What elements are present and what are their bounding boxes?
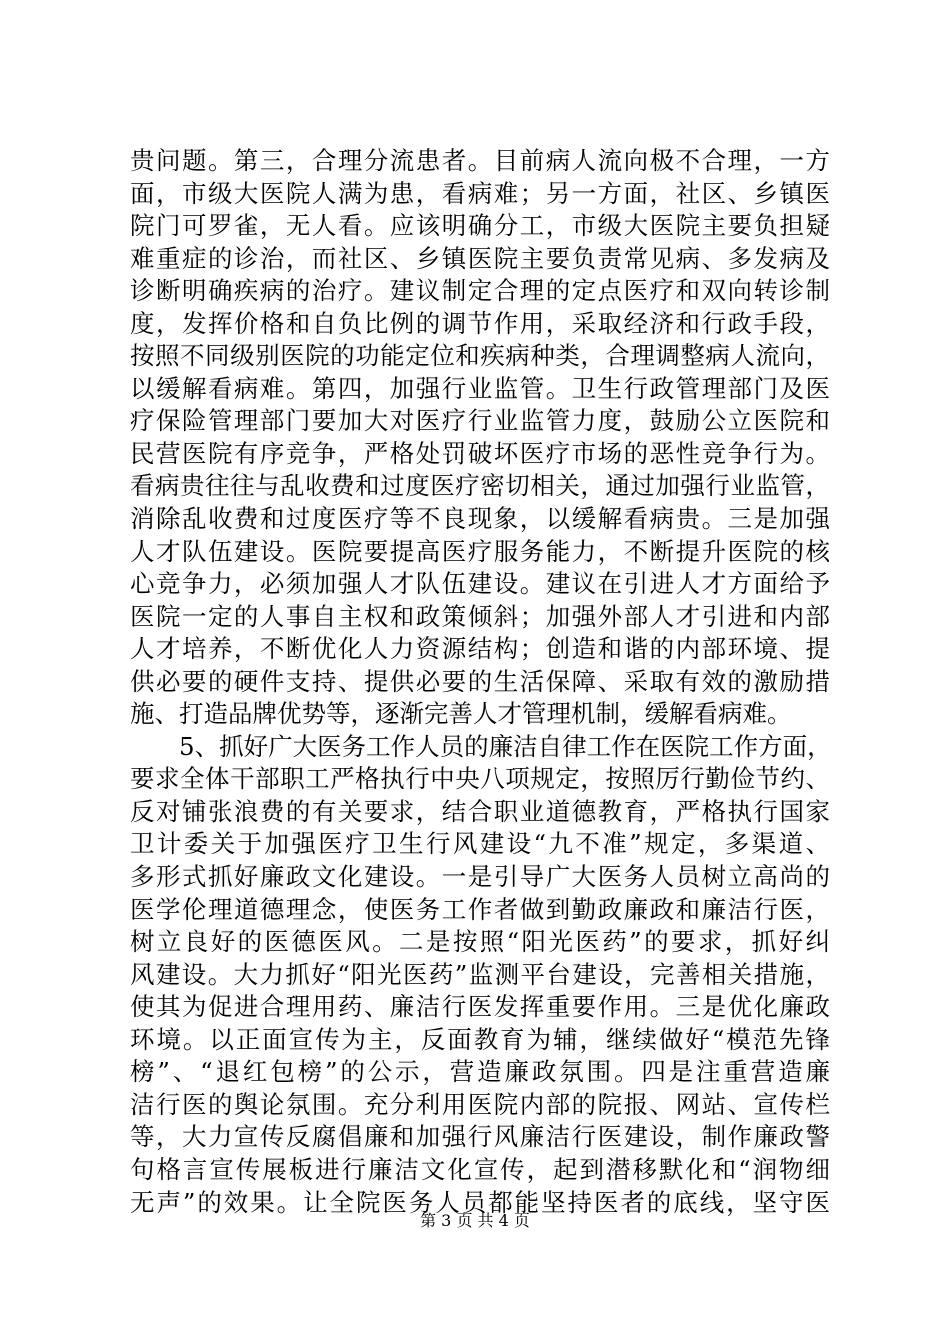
- text-line: 心竞争力，必须加强人才队伍建设。建议在引进人才方面给予: [130, 569, 830, 599]
- text-line: 卫计委关于加强医疗卫生行风建设“九不准”规定，多渠道、: [130, 829, 830, 859]
- text-line: 反对铺张浪费的有关要求，结合职业道德教育，严格执行国家: [130, 796, 830, 826]
- text-line: 5、抓好广大医务工作人员的廉洁自律工作在医院工作方面，: [179, 731, 832, 761]
- text-line: 人才培养，不断优化人力资源结构；创造和谐的内部环境、提: [130, 634, 830, 664]
- text-line: 无声”的效果。让全院医务人员都能坚持医者的底线，坚守医: [130, 1187, 830, 1217]
- text-line: 要求全体干部职工严格执行中央八项规定，按照厉行勤俭节约、: [130, 764, 830, 794]
- text-line: 风建设。大力抓好“阳光医药”监测平台建设，完善相关措施，: [130, 959, 830, 989]
- text-line: 医院一定的人事自主权和政策倾斜；加强外部人才引进和内部: [130, 601, 830, 631]
- paragraph-1: [130, 145, 830, 731]
- text-line: 民营医院有序竞争，严格处罚破坏医疗市场的恶性竞争行为。: [130, 438, 830, 468]
- paragraph-2: [130, 731, 830, 1219]
- text-line: 多形式抓好廉政文化建设。一是引导广大医务人员树立高尚的: [130, 862, 830, 892]
- text-line: 度，发挥价格和自负比例的调节作用，采取经济和行政手段，: [130, 308, 830, 338]
- text-line: 看病贵往往与乱收费和过度医疗密切相关，通过加强行业监管，: [130, 471, 830, 501]
- text-line: 供必要的硬件支持、提供必要的生活保障、采取有效的激励措: [130, 666, 830, 696]
- text-line: 人才队伍建设。医院要提高医疗服务能力，不断提升医院的核: [130, 536, 830, 566]
- text-line: 以缓解看病难。第四，加强行业监管。卫生行政管理部门及医: [130, 373, 830, 403]
- page-footer: [0, 1210, 950, 1232]
- text-line: 按照不同级别医院的功能定位和疾病种类，合理调整病人流向，: [130, 341, 830, 371]
- text-line: 消除乱收费和过度医疗等不良现象，以缓解看病贵。三是加强: [130, 504, 830, 534]
- text-line: 施、打造品牌优势等，逐渐完善人才管理机制，缓解看病难。: [130, 699, 792, 729]
- text-line: 贵问题。第三，合理分流患者。目前病人流向极不合理，一方: [130, 146, 830, 175]
- text-line: 等，大力宣传反腐倡廉和加强行风廉洁行医建设，制作廉政警: [130, 1122, 830, 1152]
- text-line: 榜”、“退红包榜”的公示，营造廉政氛围。四是注重营造廉: [130, 1057, 830, 1087]
- text-line: 医学伦理道德理念，使医务工作者做到勤政廉政和廉洁行医，: [130, 894, 830, 924]
- page-number: 第 3 页 共 4 页: [420, 1211, 530, 1230]
- document-body: [130, 145, 830, 1219]
- text-line: 树立良好的医德医风。二是按照“阳光医药”的要求，抓好纠: [130, 927, 830, 957]
- text-line: 疗保险管理部门要加大对医疗行业监管力度，鼓励公立医院和: [130, 406, 830, 436]
- text-line: 环境。以正面宣传为主，反面教育为辅，继续做好“模范先锋: [130, 1024, 830, 1054]
- text-line: 洁行医的舆论氛围。充分利用医院内部的院报、网站、宣传栏: [130, 1089, 830, 1119]
- text-line: 使其为促进合理用药、廉洁行医发挥重要作用。三是优化廉政: [130, 992, 830, 1022]
- text-line: 诊断明确疾病的治疗。建议制定合理的定点医疗和双向转诊制: [130, 276, 830, 306]
- text-line: 句格言宣传展板进行廉洁文化宣传，起到潜移默化和“润物细: [130, 1154, 830, 1184]
- text-line: 院门可罗雀，无人看。应该明确分工，市级大医院主要负担疑: [130, 211, 830, 241]
- text-line: 难重症的诊治，而社区、乡镇医院主要负责常见病、多发病及: [130, 243, 830, 273]
- text-line: 面，市级大医院人满为患，看病难；另一方面，社区、乡镇医: [130, 178, 830, 208]
